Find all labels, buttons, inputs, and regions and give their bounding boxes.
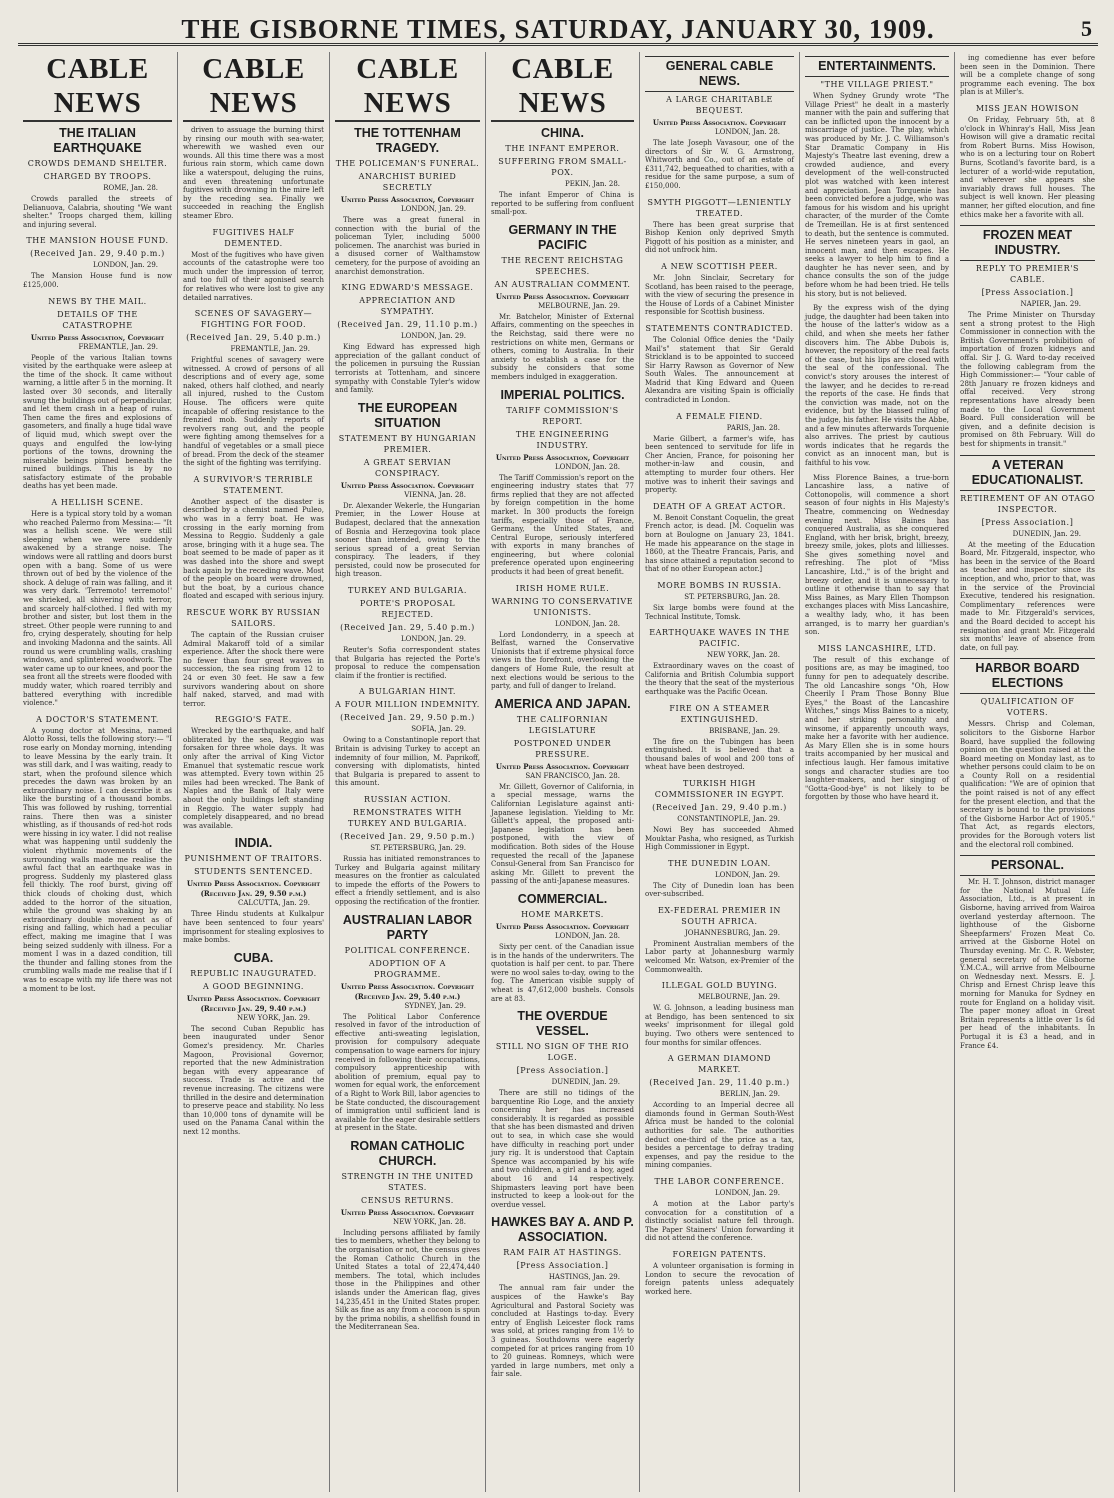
article	[645, 627, 794, 696]
article-subheading: TARIFF COMMISSION'S REPORT.	[506, 405, 619, 426]
article-body: Mr. H. T. Johnson, district manager for the National Mutual Life Association, Ltd., is at present in Gisborne, having arrived from Wairoa overland yesterday afternoon. The lighthouse of the Gisborne Sheepfarmers' Frozen Meat Co. arrived at the Gisborne Hotel on Thursday evening. Mr. C. R. Webster, general secretary of the Gisborne Y.M.C.A., will arrive from Melbourne on Wednesday next. Messrs. E. J. Chrisp and Ernest Chrisp leave this morning for Manuka for Sydney en route for England on a holiday visit. The paper money afloat in Great Britain represents a little over 1s 6d per head of the inhabitants. In Portugal it is £3 a head, and in France £4.	[960, 878, 1095, 1050]
article-body: The Mansion House fund is now £125,000.	[23, 272, 172, 289]
article-body: Nowi Bey has succeeded Ahmed Mouktar Pasha, who resigned, as Turkish High Commissioner in Egypt.	[645, 825, 794, 852]
article-subheading: THE RECENT REICHSTAG SPEECHES.	[501, 255, 624, 276]
article-subheading: SCENES OF SAVAGERY—FIGHTING FOR FOOD.	[194, 309, 313, 330]
press-credit: United Press Association. Copyright	[495, 291, 630, 301]
article-subheading: (Received Jan. 29, 11.40 p.m.)	[649, 1078, 790, 1088]
article-body: There was a great funeral in connection with the burial of the policeman Tyler, including 5000 policemen. The anarchist was buried in a disused corner of Walthamstow cemetery, for the purpose of avoiding an anarchist demonstration.	[335, 216, 480, 276]
article	[491, 583, 634, 691]
article-body: Marie Gilbert, a farmer's wife, has been sentenced to servitude for life in Cher Ancien, France, for poisoning her mother-in-law and cousin, and attempting to murder four others. Her motive was to inherit their savings and property.	[645, 434, 794, 495]
column-4	[486, 52, 640, 1492]
column-header: CABLE NEWS	[335, 52, 480, 122]
article	[335, 585, 480, 680]
article-dateline: JOHANNESBURG, Jan. 29.	[684, 928, 780, 937]
column-2	[178, 52, 330, 1492]
article-headline: HAWKES BAY A. AND P. ASSOCIATION.	[491, 1215, 634, 1245]
article-body: driven to assuage the burning thirst by rinsing our mouth with sea-water, wherewith we washed even our wounds. All this time there was a most furious rain storm, which came down like a waterspout, deluging the ruins, and even threatening unfortunate fugitives with drowning in the mire left by the receding sea. Finally we succeeded in reaching the English steamer Ebro.	[183, 126, 324, 220]
article-dateline: LONDON, Jan. 29.	[714, 1188, 780, 1197]
article-subheading: A FEMALE FIEND.	[676, 411, 763, 421]
article-subheading: STRENGTH IN THE UNITED STATES.	[341, 1171, 474, 1192]
article-body: Another aspect of the disaster is described by a chemist named Puleo, who was in a ferry boat. He was crossing in the early morning from Messina to Reggio. Suddenly a gale arose, bringing with it a huge sea. The boat seemed to be made of paper as it was dashed into the shore and swept back again by the receding wave. Most of the people on board were drowned, but the boat, by a curious chance floated and escaped with serious injury.	[183, 497, 324, 601]
article	[491, 388, 634, 577]
article-headline: AMERICA AND JAPAN.	[494, 696, 631, 711]
article-subheading: FOREIGN PATENTS.	[672, 1249, 767, 1259]
article-subheading: ANARCHIST BURIED SECRETLY	[358, 172, 457, 192]
article-body: People of the various Italian towns visited by the earthquake were asleep at the time of the shock. It came without warning, a little after 5 in the morning. It lasted over 30 seconds, and literally swung the buildings out of perpendicular, and let them crash in a heap of ruins. Then came the fires and explosions of gasometers, and finally a huge tidal wave of liquid mud, which swept over the quays and engulfed the low-lying portions of the towns, drowning the miserable beings pinned beneath the ruined buildings. This is by no satisfactory estimate of the probable deaths has yet been made.	[23, 353, 172, 491]
article	[335, 913, 480, 1133]
article-dateline: LONDON, Jan. 29.	[714, 870, 780, 879]
article-subheading: [Press Association.]	[516, 1066, 609, 1076]
article-subheading: RETIREMENT OF AN OTAGO INSPECTOR.	[960, 493, 1095, 514]
article	[335, 401, 480, 579]
article-body: The Tariff Commission's report on the engineering industry states that 77 firms replied that they are not affected by foreign competition in the home market. In 300 products the foreign tariffs, especially those of France, Germany, the United States, and Central Europe, seriously interfered with exports in many branches of engineering, but where colonial preference operated upon engineering products it had been of great benefit.	[491, 473, 634, 577]
article-subheading: A GREAT SERVIAN CONSPIRACY.	[363, 457, 452, 478]
article	[335, 126, 480, 276]
article-headline: THE TOTTENHAM TRAGEDY.	[354, 126, 461, 155]
article-subheading: THE MANSION HOUSE FUND.	[26, 236, 169, 246]
article-subheading: REMONSTRATES WITH TURKEY AND BULGARIA.	[347, 808, 468, 828]
article-dateline: SOFIA, Jan. 29.	[411, 725, 466, 734]
article-subheading: [Press Association.]	[516, 1261, 609, 1271]
article-body: The captain of the Russian cruiser Admiral Makaroff told of a similar experience. After the shock there were no fewer than four great waves in succession, the sea rising from 12 to 24 or even 30 feet. He saw a few survivors wandering about on shore half naked, starved, and mad with terror.	[183, 630, 324, 708]
article-subheading: STUDENTS SENTENCED.	[194, 867, 313, 877]
press-credit: United Press Association. Copyright (Received Jan. 29, 9.40 p.m.)	[186, 993, 321, 1013]
article	[645, 703, 794, 772]
article	[491, 1215, 634, 1379]
article-subheading: POSTPONED UNDER PRESSURE.	[513, 738, 612, 759]
article	[645, 261, 794, 317]
article	[491, 223, 634, 382]
article-subheading: ILLEGAL GOLD BUYING.	[661, 981, 778, 991]
article-subheading: HOME MARKETS.	[521, 909, 604, 919]
article-subheading: RESCUE WORK BY RUSSIAN SAILORS.	[186, 607, 321, 628]
article-subheading: MISS JEAN HOWISON	[975, 103, 1080, 113]
article-subheading: NEWS BY THE MAIL.	[48, 296, 147, 306]
article-dateline: LONDON, Jan. 29.	[400, 635, 466, 644]
column-6	[800, 52, 955, 1492]
article-body: At the meeting of the Education Board, Mr. Fitzgerald, inspector, who has been in the service of the Board as teacher and inspector since its inception, and who, prior to that, was in the service of the Provincial Executive, tendered his resignation. Complimentary references were made to Mr. Fitzgerald's services, and the Board decided to accept his resignation and grant Mr. Fitzgerald six months' leave of absence from date, on full pay.	[960, 540, 1095, 652]
press-credit: United Press Association. Copyright	[495, 761, 630, 771]
article-subheading: A GERMAN DIAMOND MARKET.	[667, 1054, 772, 1075]
article	[23, 126, 172, 229]
article-headline: CUBA.	[233, 950, 274, 965]
article-subheading: FUGITIVES HALF DEMENTED.	[212, 227, 295, 248]
press-credit: United Press Association. Copyright	[495, 921, 630, 931]
article-subheading: (Received Jan. 29, 9.40 p.m.)	[652, 802, 787, 812]
article	[645, 778, 794, 852]
article-dateline: BRISBANE, Jan. 29.	[709, 726, 780, 735]
article-subheading: [Press Association.]	[981, 288, 1074, 298]
article	[645, 858, 794, 899]
article-dateline: NEW YORK, Jan. 29.	[236, 1013, 310, 1022]
article-dateline: LONDON, Jan. 28.	[554, 462, 620, 471]
article-subheading: MISS LANCASHIRE, LTD.	[817, 643, 937, 653]
article-body: According to an Imperial decree all diamonds found in German South-West Africa must be handed to the colonial authorities for sale. The authorities deduct one-third of the price as a tax, besides a percentage to defray trading expenses, and pay the residue to the mining companies.	[645, 1101, 794, 1170]
article-subheading: (Received Jan. 29, 11.10 p.m.)	[337, 320, 478, 330]
article-headline: THE EUROPEAN SITUATION	[357, 400, 458, 430]
article-body: Russia has initiated remonstrances to Turkey and Bulgaria against military measures on the frontier as calculated to impede the efforts of the Powers to effect a friendly settlement, and is also opposing the rectification of the frontier.	[335, 855, 480, 906]
article	[23, 497, 172, 708]
article-subheading: REPLY TO PREMIER'S CABLE.	[975, 264, 1080, 285]
article-subheading: CENSUS RETURNS.	[361, 1195, 454, 1205]
article-body: Owing to a Constantinople report that Britain is advising Turkey to accept an indemnity of four million, M. Paprikoff, conversing with diplomatists, hinted that Bulgaria is prepared to assent to this amount.	[335, 736, 480, 788]
article-body: Reuter's Sofia correspondent states that Bulgaria has rejected the Porte's proposal to reduce the compensation claim if the frontier is rectified.	[335, 646, 480, 680]
column-1	[18, 52, 178, 1492]
article	[23, 235, 172, 289]
article	[645, 980, 794, 1047]
article-subheading: TURKISH HIGH COMMISSIONER IN EGYPT.	[654, 778, 785, 799]
article-headline: A VETERAN EDUCATIONALIST.	[960, 455, 1095, 491]
article-subheading: (Received Jan. 29, 9.50 p.m.)	[340, 832, 475, 841]
press-credit: United Press Association. Copyright	[340, 480, 475, 490]
article-body: Miss Florence Baines, a true-born Lancashire lass, a native of Cottonopolis, will commence a short season of four nights in His Majesty's Theatre, commencing on Wednesday evening next. Miss Baines has conquered Australia, as she conquered England, with her brisk, bright, breezy, breezy smile, jokes, plots and lilliesses. She gives something novel and refreshing. The plot of "Miss Lancashire, Ltd.," is of the bright and breezy order, and it is unnecessary to outline it otherwise than to say that Miss Baines, as Mary Ellen Thompson exchanges places with Miss Lancashire, a wealthy lady, who, it has been arranged, is to marry her guardian's son.	[805, 473, 949, 637]
article-dateline: LONDON, Jan. 29.	[92, 261, 158, 270]
article-subheading: (Received Jan. 29, 9.50 p.m.)	[340, 713, 475, 723]
article-dateline: LONDON, Jan. 28.	[714, 128, 780, 136]
article-subheading: DETAILS OF THE CATASTROPHE	[57, 309, 138, 330]
article-subheading: A HELLISH SCENE.	[51, 498, 144, 508]
article-dateline: CALCUTTA, Jan. 29.	[238, 899, 310, 908]
article-dateline: LONDON, Jan. 28.	[554, 931, 620, 940]
article-subheading: (Received Jan. 29, 5.40 p.m.)	[340, 623, 475, 633]
article-headline: AUSTRALIAN LABOR PARTY	[342, 912, 473, 942]
article-subheading: ADOPTION OF A PROGRAMME.	[369, 958, 446, 979]
column-3	[330, 52, 486, 1492]
article	[645, 411, 794, 495]
article-subheading: APPRECIATION AND SYMPATHY.	[359, 296, 456, 317]
article	[645, 905, 794, 974]
article	[183, 126, 324, 221]
article-subheading: CHARGED BY TROOPS.	[43, 172, 152, 181]
article-headline: THE OVERDUE VESSEL.	[517, 1009, 608, 1039]
article	[335, 1139, 480, 1332]
article-subheading: THE CALIFORNIAN LEGISLATURE	[516, 714, 609, 735]
article-subheading: REGGIO'S FATE.	[215, 715, 292, 725]
article-body: Messrs. Chrisp and Coleman, solicitors to the Gisborne Harbor Board, have supplied the following opinion on the question raised at the Board meeting on Monday last, as to whether persons could claim to be on a County Roll on a residential qualification: "We are of opinion that the point raised is not of any effect for the present election, and that the secretary is bound to the provisions of the Gisborne Harbor Act of 1905." That Act, as regards electors, provides for the Borough voters list and the electoral roll combined.	[960, 720, 1095, 849]
article	[23, 714, 172, 993]
article	[645, 56, 794, 191]
article-dateline: LONDON, Jan. 29.	[400, 332, 466, 341]
article-dateline: ST. PETERSBURG, Jan. 29.	[370, 844, 466, 852]
article-subheading: STATEMENT BY HUNGARIAN PREMIER.	[338, 433, 477, 454]
article-subheading: A NEW SCOTTISH PEER.	[661, 261, 778, 271]
article	[335, 282, 480, 395]
article-body: A young doctor at Messina, named Alotto Rossi, tells the following story:— "I rose early on Monday morning, intending to leave Messina by the early train. It was still dark, and I was waiting, ready to start, when the profound silence which precedes the dawn was broken by an extraordinary noise. I can describe it as like the bursting of a thousand bombs. This was followed by rushing, torrential rains. There then was a sinister whistling, as if thousands of red-hot rods were hissing in icy water. I did not realise what was happening until suddenly the violent rhythmic movements of the surrounding walls made me realise the awful fact that an earthquake was in progress. Suddenly my plastered glass fell thickly. The roof burst, giving off thick clouds of choking dust, which added to the horror of the situation, while the ground was shaking by an extraordinary double movement as of rising and falling, which had a peculiar effect, making me imagine that I was being seized suddenly with illness. For a moment I was in a dazed condition, till the thunder and falling stones from the crumbling walls made me realise that if I was to escape with my life there was not a moment to be lost.	[23, 726, 172, 993]
press-credit: United Press Association, Copyright	[340, 195, 475, 204]
article-dateline: SYDNEY, Jan. 29.	[404, 1001, 466, 1010]
press-credit: United Press Association. Copyright (Received Jan. 29, 9.50 p.m.)	[186, 879, 321, 899]
article-body: Frightful scenes of savagery were witnessed. A crowd of persons of all descriptions and of every age, some naked, others half clothed, and nearly all injured, rushed to the Custom House. The officers were quite incapable of offering resistance to the frenzied mob. Suddenly reports of revolvers rang out, and the people were fighting among themselves for a handful of vegetables or a small piece of bread. From the deck of the steamer the sight of the fighting was terrifying.	[183, 356, 324, 468]
article	[183, 836, 324, 944]
article-body: There are still no tidings of the barquentine Rio Loge, and the anxiety concerning her has increased considerably. It is regarded as possible that she has been dismasted and driven out to sea, in which case she would have difficulty in reaching port under jury rig. It is understood that Captain Spence was accompanied by his wife and two children, a girl and a boy, aged about 16 and 14 respectively. Shipmasters leaving port have been instructed to keep a look-out for the overdue vessel.	[491, 1089, 634, 1209]
article	[183, 951, 324, 1137]
article	[645, 197, 794, 255]
article-dateline: CONSTANTINOPLE, Jan. 29.	[677, 814, 780, 823]
article-dateline: NAPIER, Jan. 29.	[1020, 300, 1081, 309]
article-subheading: THE ENGINEERING INDUSTRY.	[515, 429, 610, 450]
article-headline: COMMERCIAL.	[517, 891, 608, 906]
article	[491, 697, 634, 886]
article-body: M. Benoit Constant Coquelin, the great French actor, is dead. [M. Coquelin was born at Boulogne on January 23, 1841. He made his appearance on the stage in 1860, at the Theatre Francais, Paris, and has since attained a reputation second to that of no other European actor.]	[645, 513, 794, 574]
article-headline: THE ITALIAN EARTHQUAKE	[53, 126, 142, 155]
article-body: There has been great surprise that Bishop Kenion only deprived Smyth Piggott of his position as a minister, and did not unfrock him.	[645, 220, 794, 255]
article-body: The infant Emperor of China is reported to be suffering from confluent small-pox.	[491, 191, 634, 217]
article-subheading: "THE VILLAGE PRIEST."	[820, 80, 934, 89]
article-dateline: DUNEDIN, Jan. 29.	[1012, 529, 1081, 538]
article-subheading: A GOOD BEGINNING.	[202, 981, 305, 991]
article-headline: INDIA.	[234, 836, 273, 851]
article-subheading: FIRE ON A STEAMER EXTINGUISHED.	[669, 703, 770, 724]
article-body: W. G. Johnson, a leading business man at Bendigo, has been sentenced to six weeks' imprisonment for illegal gold buying. Two others were sentenced to four months for similar offences.	[645, 1004, 794, 1047]
article	[183, 714, 324, 830]
article-body: The annual ram fair under the auspices of the Hawke's Bay Agricultural and Pastoral Society was concluded at Hastings to-day. Every entry of English Leicester flock rams was sold, at prices ranging from 1½ to 3 guineas. Southdowns were eagerly competed for at prices ranging from 10 to 20 guineas. Romneys, which were yarded in large numbers, met only a fair sale.	[491, 1284, 634, 1379]
column-header: CABLE NEWS	[491, 52, 634, 122]
article-subheading: SMYTH PIGGOTT—LENIENTLY TREATED.	[647, 197, 792, 218]
article-body: Most of the fugitives who have given accounts of the catastrophe were too much under the impression of terror, and too full of their agonised search for relatives who were lost to give any detailed narratives.	[183, 250, 324, 302]
article-body: Mr. John Sinclair, Secretary for Scotland, has been raised to the peerage, with the view of securing the presence in the House of Lords of a Cabinet Minister responsible for Scottish business.	[645, 273, 794, 317]
article	[491, 126, 634, 217]
column-7	[955, 52, 1100, 1492]
article-body: A motion at the Labor party's convocation for a constitution of a distinctly socialist nature fell through. The Paper Stainers' Union forwarding it did not attend the conference.	[645, 1199, 794, 1243]
article-headline: IMPERIAL POLITICS.	[500, 387, 625, 402]
article-subheading: A BULGARIAN HINT.	[359, 687, 456, 697]
article-body: Dr. Alexander Wekerle, the Hungarian Premier, in the Lower House at Budapest, declared that the annexation of Bosnia and Herzegovina took place sooner than intended, owing to the serious spread of a great Servian conspiracy. The leaders, if they persisted, could now be prosecuted for high treason.	[335, 501, 480, 579]
article-dateline: PARIS, Jan. 28.	[726, 423, 780, 432]
article-dateline: PEKIN, Jan. 28.	[564, 180, 620, 188]
article-subheading: KING EDWARD'S MESSAGE.	[341, 283, 474, 293]
article-dateline: ROME, Jan. 28.	[103, 184, 158, 192]
article-dateline: NEW YORK, Jan. 28.	[706, 651, 780, 660]
article-body: Mr. Gillett, Governor of California, in a special message, warns the Californian Legislature against anti-Japanese legislation. Yielding to Mr. Gillett's appeal, the proposed anti-Japanese legislation has been postponed, with the view of modification. Both sides of the House requested the recall of the Japanese Consul-General from San Francisco for asking Mr. Gillett to prevent the passing of the anti-Japanese measures.	[491, 782, 634, 886]
article	[645, 1053, 794, 1170]
article	[960, 855, 1095, 1050]
article-dateline: MELBOURNE, Jan. 29.	[538, 301, 620, 310]
article-body: The City of Dunedin loan has been over-subscribed.	[645, 881, 794, 899]
article-dateline: SAN FRANCISCO, Jan. 28.	[525, 771, 620, 780]
article-subheading: STATEMENTS CONTRADICTED.	[645, 323, 794, 333]
article-subheading: THE INFANT EMPEROR.	[505, 144, 620, 153]
article-body: Extraordinary waves on the coast of California and British Columbia support the theory that the seat of the mysterious earthquake was the Pacific Ocean.	[645, 662, 794, 696]
article-subheading: EX-FEDERAL PREMIER IN SOUTH AFRICA.	[657, 905, 782, 926]
article-body: The Prime Minister on Thursday sent a strong protest to the High Commissioner in connection with the British Government's prohibition of importation of frozen kidneys and offal. Sir J. G. Ward to-day received the following cablegram from the High Commissioner:— "Your cable of 28th January re frozen kidneys and offal received. Very strong representations have already been made to the Local Government Board. Full consideration will be given, and a definite decision is promised on 8th February. Will do best for shipments in transit."	[960, 311, 1095, 448]
article-subheading: [Press Association.]	[981, 517, 1074, 527]
article-body: The late Joseph Vavasour, one of the directors of Sir W. G. Armstrong, Whitworth and Co., out of an estate of £311,742, bequeathed to charities, with a residue for the same purpose, a sum of £150,000.	[645, 139, 794, 190]
article	[805, 643, 949, 802]
article	[23, 296, 172, 492]
article-headline: GENERAL CABLE NEWS.	[645, 56, 794, 92]
article-dateline: BERLIN, Jan. 29.	[719, 1090, 780, 1099]
article-subheading: MORE BOMBS IN RUSSIA.	[657, 580, 782, 590]
article-subheading: THE LABOR CONFERENCE.	[654, 1176, 785, 1186]
article	[805, 56, 949, 298]
article	[645, 501, 794, 574]
press-credit: United Press Association. Copyright (Received Jan. 29, 5.40 p.m.)	[340, 981, 475, 1001]
article-headline: FROZEN MEAT INDUSTRY.	[960, 225, 1095, 261]
press-credit: United Press Association, Copyright	[30, 332, 165, 342]
press-credit: United Press Association. Copyright	[340, 1207, 475, 1217]
article-dateline: LONDON, Jan. 29.	[400, 205, 466, 213]
article-headline: PERSONAL.	[960, 855, 1095, 876]
article-body: Mr. Batchelor, Minister of External Affairs, commenting on the speeches in the Reichstag, said there were no restrictions on white men, Germans or others, coming to Australia. In their anxiety to establish a case for the subsidy he considers that some members indulged in exaggeration.	[491, 312, 634, 381]
article-headline: HARBOR BOARD ELECTIONS	[960, 658, 1095, 694]
article-subheading: A LARGE CHARITABLE BEQUEST.	[666, 95, 773, 115]
article-body: Sixty per cent. of the Canadian issue is in the hands of the underwriters. The quotation is half per cent. to par. There were no wool sales to-day, owing to the fog. The American visible supply of wheat is 47,612,000 bushels. Consols are at 83.	[491, 942, 634, 1003]
article-body: Three Hindu students at Kulkalpur have been sentenced to four years' imprisonment for stealing explosives to make bombs.	[183, 910, 324, 945]
article-subheading: (Received Jan. 29, 5.40 p.m.)	[186, 333, 321, 343]
article-subheading: EARTHQUAKE WAVES IN THE PACIFIC.	[649, 628, 790, 649]
article	[335, 686, 480, 788]
masthead-title: THE GISBORNE TIMES, SATURDAY, JANUARY 30, 1909.	[181, 14, 935, 44]
article-subheading: WARNING TO CONSERVATIVE UNIONISTS.	[491, 596, 634, 617]
article-dateline: FREMANTLE, Jan. 29.	[230, 345, 310, 354]
article-headline: CHINA.	[540, 126, 585, 140]
article-headline: ROMAN CATHOLIC CHURCH.	[350, 1138, 465, 1168]
article-subheading: THE POLICEMAN'S FUNERAL.	[335, 159, 480, 168]
article-subheading: RUSSIAN ACTION.	[363, 795, 452, 804]
article-subheading: RAM FAIR AT HASTINGS.	[503, 1248, 622, 1258]
article-body: Crowds paralled the streets of Delianuova, Calabria, shouting "We want shelter." Troops charged them, killing and injuring several.	[23, 195, 172, 229]
article	[183, 308, 324, 468]
article-body: Six large bombs were found at the Technical Institute, Tomsk.	[645, 603, 794, 621]
article	[805, 474, 949, 637]
article-subheading: SUFFERING FROM SMALL-POX.	[498, 157, 627, 177]
article-subheading: AN AUSTRALIAN COMMENT.	[494, 279, 631, 289]
article-body: The Political Labor Conference resolved in favor of the introduction of effective anti-sweating legislation, provision for compulsory adequate compensation to wage earners for injury received in following their occupations, compulsory apprenticeship with abolition of premium, equal pay to women for equal work, the enforcement of a Right to Work Bill, labor agencies to be State conducted, the discouragement of immigration until sufficient land is available for the eager desirable settlers at present in the State.	[335, 1012, 480, 1133]
article-subheading: STILL NO SIGN OF THE RIO LOGE.	[495, 1042, 630, 1063]
article-dateline: ST. PETERSBURG, Jan. 28.	[684, 592, 780, 601]
article-body: On Friday, February 5th, at 8 o'clock in Whinray's Hall, Miss Jean Howison will give a dramatic recital from Robert Burns. Miss Howison, who is on a lecturing tour on Robert Burns, Scotland's favorite bard, is a lecturer of a world-wide reputation, and wherever she appears she invariably draws full houses. The subject is well known. Her pleasing manner, her gifted elocution, and fine ethics make her a favorite with all.	[960, 115, 1095, 219]
article-body: The Colonial Office denies the "Daily Mail's" statement that Sir Gerald Strickland is to be appointed to succeed Sir Harry Rawson as Governor of New South Wales. The announcement at Madrid that King Edward and Queen Alexandra are visiting Spain is officially contradicted in London.	[645, 335, 794, 405]
article-dateline: LONDON, Jan. 28.	[554, 619, 620, 628]
article-subheading: DEATH OF A GREAT ACTOR.	[652, 501, 787, 511]
article-headline: GERMANY IN THE PACIFIC	[508, 222, 617, 252]
article	[335, 794, 480, 907]
article-subheading: POLITICAL CONFERENCE.	[344, 945, 471, 955]
column-header: CABLE NEWS	[23, 52, 172, 122]
article-body: Prominent Australian members of the Labor party at Johannesburg warmly welcomed Mr. Watson, ex-Premier of the Commonwealth.	[645, 939, 794, 974]
article-body: When Sydney Grundy wrote "The Village Priest" he dealt in a masterly manner with the pain and suffering that can be inflicted upon the innocent by a miscarriage of justice. The play, which was produced by Mr. J. C. Williamson's Star Dramatic Company in His Majesty's Theatre last evening, drew a crowded audience, and every development of the well-constructed plot was watched with keen interest and appreciation. Jean Torquenie has been convicted before a judge, who was famous for his wisdom and his upright character, of the murder of the Comte de Tremeillan. He is at first sentenced to death, but the sentence is commuted. He serves nineteen years in gaol, an innocent man, and then escapes. He seeks a lawyer to help him to find a daughter he has never seen, and by chance consults the son of the judge before whom he had been tried. He tells his story, but is not believed.	[805, 92, 949, 298]
article-body: The fire on the Tubingen has been extinguished. It is believed that a thousand bales of wool and 200 tons of wheat have been destroyed.	[645, 737, 794, 772]
article-body: The second Cuban Republic has been inaugurated under Senor Gomez's presidency. Mr. Charles Magoon, Provisional Governor, reported that the new Administration began with every appearance of success. Trade is active and the revenue increasing. The citizens were thrilled in the desire and determination to preserve peace and stability. No less than 10,000 tons of dynamite will be used on the Panama Canal within the next 12 months.	[183, 1024, 324, 1136]
article-dateline: HASTINGS, Jan. 29.	[548, 1273, 620, 1282]
article	[183, 227, 324, 303]
press-credit: United Press Association, Copyright	[495, 452, 630, 462]
column-5	[640, 52, 800, 1492]
page-number: 5	[1081, 16, 1092, 41]
press-credit: United Press Association. Copyright	[652, 118, 787, 127]
article-subheading: A FOUR MILLION INDEMNITY.	[335, 700, 480, 710]
article	[491, 1009, 634, 1209]
article	[645, 580, 794, 621]
article-body: Lord Londonderry, in a speech at Belfast, warned the Conservative Unionists that if extreme physical force views in the forefront, overlooking the dangers of Home Rule, the result at next elections would be serious to the party, and full of danger to Ireland.	[491, 630, 634, 691]
article-subheading: A SURVIVOR'S TERRIBLE STATEMENT.	[193, 474, 314, 495]
article-subheading: REPUBLIC INAUGURATED.	[190, 968, 317, 978]
article-subheading: CROWDS DEMAND SHELTER.	[27, 159, 168, 168]
article-subheading: IRISH HOME RULE.	[515, 583, 610, 593]
article-subheading: PORTE'S PROPOSAL REJECTED.	[359, 599, 456, 620]
article-body: Here is a typical story told by a woman who reached Palermo from Messina:— "It was a hellish scene. We were still sleeping when we were suddenly awakened by a strange noise. The windows were all rattling and doors burst open with a bang. Some of us were thrown out of bed by the violence of the shock. A deluge of rain was falling, and it was very dark. 'Terremoto! terremoto!' we shrieked, all shivering with terror, and scarcely half-clothed. I fled with my brother and sister, but lost them in the street. Other people were running to and fro, crying desperately, shouting for help and invoking Madonna and the saints. All round us were crumbling walls, crashing windows, and splintered woodwork. The water came up to our knees, and poor the sea front all the streets were flooded with muddy water, which roared terribly and battered everything with incredible violence."	[23, 510, 173, 708]
article-body: The result of this exchange of positions are, as may be imagined, too funny for pen to adequately describe. The old Lancashire songs "Oh, How Cheerily I Pram Those Bonny Blue Eyes," the Boast of the Lancashire Witches," sings Miss Baines to a nicety, and her striking personality and winsome, if apparently uncouth ways, make her a favorite with her audience. As Mary Ellen she is in some hours traits accompanied by her musical and infectious laugh. Her famous imitative songs and character studies are too laughter-makers, and her singing of "Gotta-Good-bye" is not likely to be forgotten by those who have heard it.	[805, 655, 949, 802]
article	[491, 892, 634, 1003]
article	[183, 474, 324, 601]
article-dateline: FREMANTLE, Jan. 29.	[78, 342, 158, 351]
article-body: A volunteer organisation is forming in London to secure the revocation of foreign patents unless adequately worked here.	[645, 1261, 794, 1296]
article-body: Including persons affiliated by family ties to members, whether they belong to the organisation or not, the census gives the Roman Catholic Church in the United States a total of 22,474,440 members. The total, which includes those in the Philippines and other islands under the American flag, gives 14,235,451 in the United States proper. Silk as fine as any from a cocoon is spun by the prima nobilis, a shellfish found in the Mediterranean Sea.	[335, 1228, 480, 1332]
masthead	[18, 12, 1098, 46]
article-body: By the express wish of the dying judge, the daughter had been taken into the house of the latter's widow as a child, and when she meets her father discovers him. The Abbe Dubois is, however, the repository of the real facts of the case, but his lips are closed with the seal of the confessional. The convict's story arouses the interest of the lawyer, and he decides to re-read the reports of the case. He finds that the conviction was made, not on the evidence, but by the biassed ruling of the judge, his father. He visits the Abbe, and a few minutes afterwards Torquenie also arrives. The priest by cautious words indicates that he regards the convict as an innocent man, but is faithful to his vow.	[805, 304, 949, 467]
article-body: King Edward has expressed high appreciation of the gallant conduct of the policemen in pursuing the Russian terrorists at Tottenham, and sincere sympathy with Constable Tyler's widow and family.	[335, 343, 480, 395]
article-body: Wrecked by the earthquake, and half obliterated by the sea, Reggio was forsaken for three whole days. It was only after the arrival of King Victor Emanuel that systematic rescue work was attempted. Every town within 25 miles had been wrecked. The Bank of Naples and the Bank of Italy were about the only buildings left standing in Reggio. The water supply had completely disappeared, and no bread was available.	[183, 727, 324, 830]
column-header: CABLE NEWS	[183, 52, 324, 122]
article-dateline: NEW YORK, Jan. 28.	[392, 1217, 466, 1226]
article	[183, 607, 324, 708]
article	[960, 658, 1095, 849]
article	[960, 54, 1095, 97]
article-dateline: MELBOURNE, Jan. 29.	[698, 993, 780, 1002]
article	[960, 455, 1095, 653]
article-subheading: THE DUNEDIN LOAN.	[668, 858, 771, 868]
article-subheading: QUALIFICATION OF VOTERS.	[980, 697, 1075, 718]
article-dateline: DUNEDIN, Jan. 29.	[551, 1078, 620, 1087]
article	[960, 225, 1095, 449]
article-subheading: TURKEY AND BULGARIA.	[347, 586, 468, 596]
article-body: ing comedienne has ever before been seen in the Dominion. There will be a complete change of song programme each evening. The box plan is at Miller's.	[960, 54, 1095, 97]
article-headline: ENTERTAINMENTS.	[805, 56, 949, 77]
article-subheading: A DOCTOR'S STATEMENT.	[36, 714, 159, 724]
article	[805, 304, 949, 467]
article-subheading: PUNISHMENT OF TRAITORS.	[184, 854, 323, 864]
article	[645, 1176, 794, 1243]
article-subheading: (Received Jan. 29, 9.40 p.m.)	[30, 249, 165, 259]
article	[645, 323, 794, 405]
article-dateline: VIENNA, Jan. 28.	[404, 490, 466, 499]
article	[960, 103, 1095, 219]
article	[645, 1249, 794, 1296]
